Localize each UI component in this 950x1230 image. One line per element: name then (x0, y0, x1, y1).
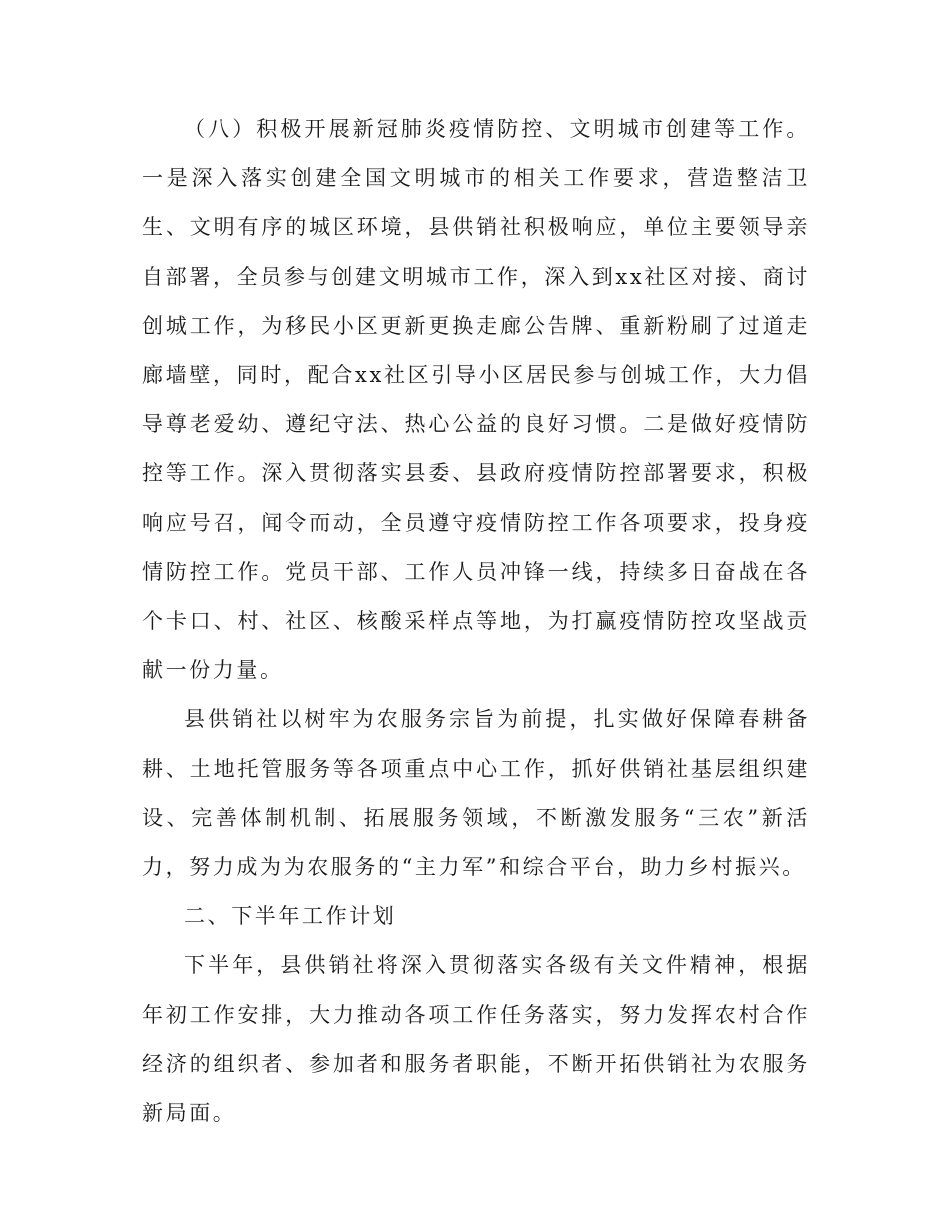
section-heading-second-half-plan: 二、下半年工作计划 (184, 904, 397, 929)
document-page (142, 105, 810, 1138)
paragraph-second-half-plan: 下半年，县供销社将深入贯彻落实各级有关文件精神，根据年初工作安排，大力推动各项工作任务落实，努力发挥农村合作经济的组织者、参加者和服务者职能，不断开拓供销社为农服务新局面。 (142, 953, 810, 1126)
paragraph-summary: 县供销社以树牢为农服务宗旨为前提，扎实做好保障春耕备耕、土地托管服务等各项重点中心工作，抓好供销社基层组织建设、完善体制机制、拓展服务领域，不断激发服务“三农”新活力，努力成为为农服务的“主力军”和综合平台，助力乡村振兴。 (142, 707, 810, 880)
paragraph-epidemic-civilization: （八）积极开展新冠肺炎疫情防控、文明城市创建等工作。一是深入落实创建全国文明城市的相关工作要求，营造整洁卫生、文明有序的城区环境，县供销社积极响应，单位主要领导亲自部署，全员参与创建文明城市工作，深入到xx社区对接、商讨创城工作，为移民小区更新更换走廊公告牌、重新粉刷了过道走廊墙壁，同时，配合xx社区引导小区居民参与创城工作，大力倡导尊老爱幼、遵纪守法、热心公益的良好习惯。二是做好疫情防控等工作。深入贯彻落实县委、县政府疫情防控部署要求，积极响应号召，闻令而动，全员遵守疫情防控工作各项要求，投身疫情防控工作。党员干部、工作人员冲锋一线，持续多日奋战在各个卡口、村、社区、核酸采样点等地，为打赢疫情防控攻坚战贡献一份力量。 (142, 117, 810, 683)
